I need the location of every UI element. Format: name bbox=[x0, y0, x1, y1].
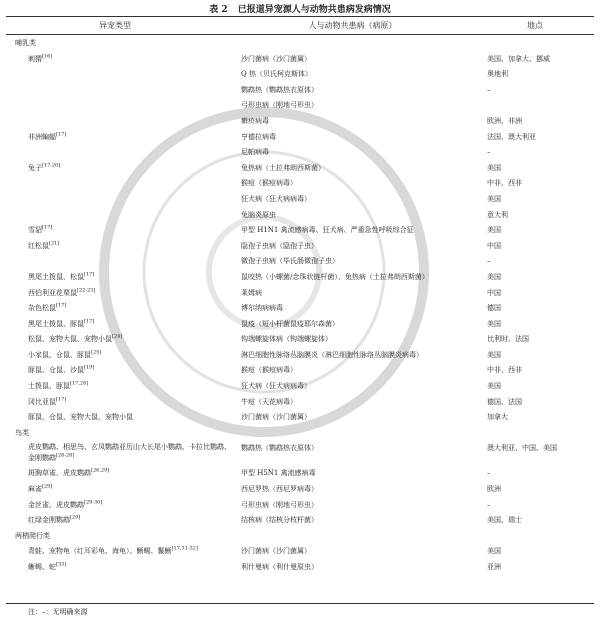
cell-location: 意大利 bbox=[487, 210, 508, 219]
cell-disease: 牛痘（天花病毒） bbox=[241, 397, 297, 406]
cell-disease: 沙门菌病（沙门菌属） bbox=[241, 547, 311, 556]
reference-mark: [17] bbox=[84, 318, 95, 325]
table-row bbox=[0, 396, 600, 412]
reference-mark: [26,29] bbox=[91, 468, 110, 475]
table-row bbox=[0, 380, 600, 396]
cell-location: 奥地利 bbox=[487, 70, 508, 79]
animal-type-text: 黑尾土拨鼠、松鼠 bbox=[28, 272, 84, 281]
reference-mark: [29] bbox=[70, 514, 81, 521]
reference-mark: [19] bbox=[84, 365, 95, 372]
cell-disease: 甲型 H5N1 禽流感病毒 bbox=[241, 469, 316, 478]
cell-location: 美国 bbox=[487, 163, 501, 172]
cell-animal-type bbox=[28, 240, 59, 252]
table-row bbox=[0, 193, 600, 209]
reference-mark: [29] bbox=[42, 483, 53, 490]
cell-animal-type bbox=[28, 162, 60, 174]
cell-disease: 钩端螺旋体病（钩端螺旋体） bbox=[241, 335, 332, 344]
cell-disease: 猴痘（猴痘病毒） bbox=[241, 366, 297, 375]
cell-animal-type bbox=[28, 380, 88, 392]
animal-type-text: 斑胸草雀、虎皮鹦鹉 bbox=[28, 469, 91, 478]
reference-mark: [17-20] bbox=[42, 162, 61, 169]
reference-mark: [17,31-32] bbox=[171, 546, 198, 553]
category-row bbox=[0, 530, 600, 546]
table-row bbox=[0, 224, 600, 240]
category-label bbox=[15, 530, 50, 542]
animal-type-text: 豚鼠、仓鼠、宠物大鼠、宠物小鼠 bbox=[28, 413, 133, 422]
table-row bbox=[0, 131, 600, 147]
cell-disease: 鼠疫（短小杆菌鼠疫耶尔森菌） bbox=[241, 319, 339, 328]
cell-location: 美国 bbox=[487, 272, 501, 281]
animal-type-text: 哺乳类 bbox=[15, 39, 36, 47]
table-row bbox=[0, 255, 600, 271]
cell-animal-type bbox=[28, 53, 52, 65]
animal-type-text: 冈比亚鼠 bbox=[28, 397, 56, 406]
cell-location: 美国、瑞士 bbox=[487, 516, 522, 525]
cell-disease: 结核病（结核分枝杆菌） bbox=[241, 516, 318, 525]
animal-type-text: 红松鼠 bbox=[28, 241, 49, 250]
cell-location: 澳大利亚、中国、美国 bbox=[487, 444, 557, 453]
reference-mark: [16] bbox=[42, 53, 53, 60]
table-row bbox=[0, 240, 600, 256]
reference-mark: [17] bbox=[56, 396, 67, 403]
cell-disease: 淋巴细胞性脉络丛脑膜炎（淋巴细胞性脉络丛脑膜炎病毒） bbox=[241, 350, 423, 359]
animal-type-text: 非洲蝙蝠 bbox=[28, 132, 56, 141]
cell-location: 中非、西非 bbox=[487, 179, 522, 188]
animal-type-text: 红绿金刚鹦鹉 bbox=[28, 516, 70, 525]
cell-disease: 沙门菌病（沙门菌属） bbox=[241, 413, 311, 422]
animal-type-text: 蜥蜴、蛇 bbox=[28, 563, 56, 571]
cell-disease: 兔热病（土拉弗朗西斯菌） bbox=[241, 163, 325, 172]
cell-animal-type bbox=[28, 514, 80, 526]
table-body bbox=[0, 37, 600, 577]
table-row bbox=[0, 84, 600, 100]
table-top-rule bbox=[6, 16, 594, 17]
table-row bbox=[0, 349, 600, 365]
reference-mark: [17] bbox=[56, 302, 67, 309]
cell-disease: 癣疥病毒 bbox=[241, 116, 269, 125]
cell-disease: 鼠咬热（小螺菌/念珠状链杆菌）、兔热病（土拉弗朗西斯菌） bbox=[241, 272, 429, 281]
cell-disease: 猴痘（猴痘病毒） bbox=[241, 179, 297, 188]
animal-type-text: 青蛙、宠物龟（红耳彩龟、海龟）、蜥蜴、鬣蜥 bbox=[28, 547, 172, 556]
cell-animal-type bbox=[28, 411, 133, 423]
table-row bbox=[0, 53, 600, 69]
table-row bbox=[0, 364, 600, 380]
caption-label: 表 2 bbox=[209, 5, 228, 15]
cell-location: 德国、法国 bbox=[487, 397, 522, 406]
animal-type-text: 杂色松鼠 bbox=[28, 304, 56, 313]
animal-type-text: 刺猬 bbox=[28, 54, 42, 63]
animal-type-text: 豚鼠、仓鼠、沙鼠 bbox=[28, 366, 84, 375]
table-header-rule bbox=[6, 34, 594, 35]
category-row bbox=[0, 427, 600, 443]
reference-mark: [21] bbox=[49, 240, 60, 247]
table-row bbox=[0, 333, 600, 349]
cell-animal-type bbox=[28, 271, 94, 283]
table-row bbox=[0, 318, 600, 334]
cell-location: 中国 bbox=[487, 288, 501, 297]
table-row bbox=[0, 411, 600, 427]
cell-location: 欧洲、非洲 bbox=[487, 116, 522, 125]
animal-type-text: 兔子 bbox=[28, 163, 42, 172]
table-row bbox=[0, 271, 600, 287]
animal-type-text: 麻雀 bbox=[28, 485, 42, 494]
cell-disease: 莱姆病 bbox=[241, 288, 262, 297]
cell-animal-type bbox=[28, 561, 66, 573]
reference-mark: [22-23] bbox=[77, 287, 96, 294]
animal-type-text: 松鼠、宠物大鼠、宠物小鼠 bbox=[28, 335, 112, 344]
reference-mark: [17,26] bbox=[70, 380, 89, 387]
animal-type-text: 黑尾土拨鼠、豚鼠 bbox=[28, 319, 84, 328]
cell-location: 美国 bbox=[487, 350, 501, 359]
cell-location: 中国 bbox=[487, 241, 501, 250]
table-caption bbox=[0, 2, 600, 15]
table-row bbox=[0, 467, 600, 483]
reference-mark: [25] bbox=[91, 349, 102, 356]
cell-location: – bbox=[487, 257, 491, 266]
cell-location: 美国 bbox=[487, 547, 501, 556]
cell-location: 美国 bbox=[487, 319, 501, 328]
cell-animal-type bbox=[28, 131, 66, 143]
cell-location: 美国 bbox=[487, 226, 501, 235]
table-row bbox=[0, 162, 600, 178]
animal-type-text: 小家鼠、仓鼠、豚鼠 bbox=[28, 350, 91, 359]
cell-location: 欧洲 bbox=[487, 485, 501, 494]
table-row bbox=[0, 68, 600, 84]
table-row bbox=[0, 483, 600, 499]
cell-animal-type bbox=[28, 333, 122, 345]
cell-location: – bbox=[487, 500, 491, 509]
cell-disease: 隐孢子虫病（隐孢子虫） bbox=[241, 241, 318, 250]
reference-mark: [17] bbox=[84, 271, 95, 278]
table-footnote: 注：–：无明确来源 bbox=[28, 608, 88, 616]
category-label bbox=[15, 37, 36, 49]
cell-animal-type bbox=[28, 396, 66, 408]
table-row bbox=[0, 115, 600, 131]
cell-disease: 沙门菌病（沙门菌属） bbox=[241, 54, 311, 63]
animal-type-text: 鸟类 bbox=[15, 428, 29, 437]
reference-mark: [17] bbox=[56, 131, 67, 138]
cell-location: – bbox=[487, 85, 491, 94]
cell-disease: 狂犬病（狂犬病病毒） bbox=[241, 194, 311, 203]
header-type: 异宠类型 bbox=[99, 21, 131, 30]
table-row bbox=[0, 209, 600, 225]
cell-location: 亚洲 bbox=[487, 563, 501, 571]
cell-animal-type bbox=[28, 364, 94, 376]
cell-animal-type bbox=[28, 287, 95, 299]
cell-location: – bbox=[487, 469, 491, 478]
cell-disease: 尼帕病毒 bbox=[241, 148, 269, 157]
cell-disease: 鹦鹉热（鹦鹉热衣原体） bbox=[241, 85, 318, 94]
cell-animal-type bbox=[28, 349, 101, 361]
table-row bbox=[0, 302, 600, 318]
cell-disease: 利什曼病（利什曼原虫） bbox=[241, 563, 318, 571]
cell-location: 中非、西非 bbox=[487, 366, 522, 375]
cell-location: 美国 bbox=[487, 194, 501, 203]
cell-disease: 鹦鹉热（鹦鹉热衣原体） bbox=[241, 444, 318, 453]
cell-disease: 狂犬病（狂犬病病毒） bbox=[241, 382, 311, 391]
table-row bbox=[0, 514, 600, 530]
table-row bbox=[0, 545, 600, 561]
cell-disease: 弓形虫病（刚地弓形虫） bbox=[241, 101, 318, 110]
reference-mark: [26-28] bbox=[56, 453, 75, 460]
cell-location: 法国、澳大利亚 bbox=[487, 132, 536, 141]
animal-type-text: 雪貂 bbox=[28, 226, 42, 235]
cell-disease: 弓形虫病（刚地弓形虫） bbox=[241, 500, 318, 509]
reference-mark: [29-30] bbox=[84, 499, 103, 506]
cell-location: – bbox=[487, 148, 491, 157]
reference-mark: [24] bbox=[112, 333, 123, 340]
cell-disease: 兔脑炎原虫 bbox=[241, 210, 276, 219]
table-row bbox=[0, 287, 600, 303]
cell-disease: 西尼罗热（西尼罗病毒） bbox=[241, 485, 318, 494]
cell-animal-type bbox=[28, 442, 233, 464]
cell-animal-type bbox=[28, 545, 198, 557]
table-row bbox=[0, 442, 600, 467]
cell-disease: 甲型 H1N1 禽流感病毒、狂犬病、严重急性呼吸综合征 bbox=[241, 226, 414, 235]
cell-disease: 博尔纳病病毒 bbox=[241, 304, 283, 313]
animal-type-text: 虎皮鹦鹉、相思鸟、玄凤鹦鹉亚历山大长尾小鹦鹉、卡拉比鹦鹉、金刚鹦鹉 bbox=[28, 443, 231, 463]
cell-disease: Q 热（贝氏柯克斯体） bbox=[241, 70, 312, 79]
cell-location: 美国、加拿大、挪威 bbox=[487, 54, 550, 63]
animal-type-text: 金丝雀、虎皮鹦鹉 bbox=[28, 500, 84, 509]
reference-mark: [17] bbox=[42, 224, 53, 231]
cell-location: 加拿大 bbox=[487, 413, 508, 422]
cell-location: 美国 bbox=[487, 382, 501, 391]
cell-disease: 微孢子虫病（毕氏肠微孢子虫） bbox=[241, 257, 339, 266]
category-label bbox=[15, 427, 29, 439]
table-row bbox=[0, 177, 600, 193]
cell-animal-type bbox=[28, 318, 94, 330]
table-row bbox=[0, 499, 600, 515]
cell-location: 比利时、法国 bbox=[487, 335, 529, 344]
category-row bbox=[0, 37, 600, 53]
cell-animal-type bbox=[28, 224, 52, 236]
cell-animal-type bbox=[28, 302, 66, 314]
table-row bbox=[0, 146, 600, 162]
caption-title: 已报道异宠源人与动物共患病发病情况 bbox=[237, 5, 391, 15]
animal-type-text: 西伯利亚花栗鼠 bbox=[28, 288, 77, 297]
table-row bbox=[0, 99, 600, 115]
cell-location: 德国 bbox=[487, 304, 501, 313]
animal-type-text: 两栖爬行类 bbox=[15, 531, 50, 540]
table-bottom-rule bbox=[6, 603, 594, 604]
cell-animal-type bbox=[28, 499, 102, 511]
cell-animal-type bbox=[28, 467, 109, 479]
cell-animal-type bbox=[28, 483, 52, 495]
header-disease: 人与动物共患病（病原） bbox=[308, 21, 397, 30]
header-location: 地点 bbox=[527, 21, 543, 30]
animal-type-text: 土拨鼠、豚鼠 bbox=[28, 382, 70, 391]
reference-mark: [33] bbox=[56, 561, 67, 568]
cell-disease: 亨德拉病毒 bbox=[241, 132, 276, 141]
table-row bbox=[0, 561, 600, 577]
